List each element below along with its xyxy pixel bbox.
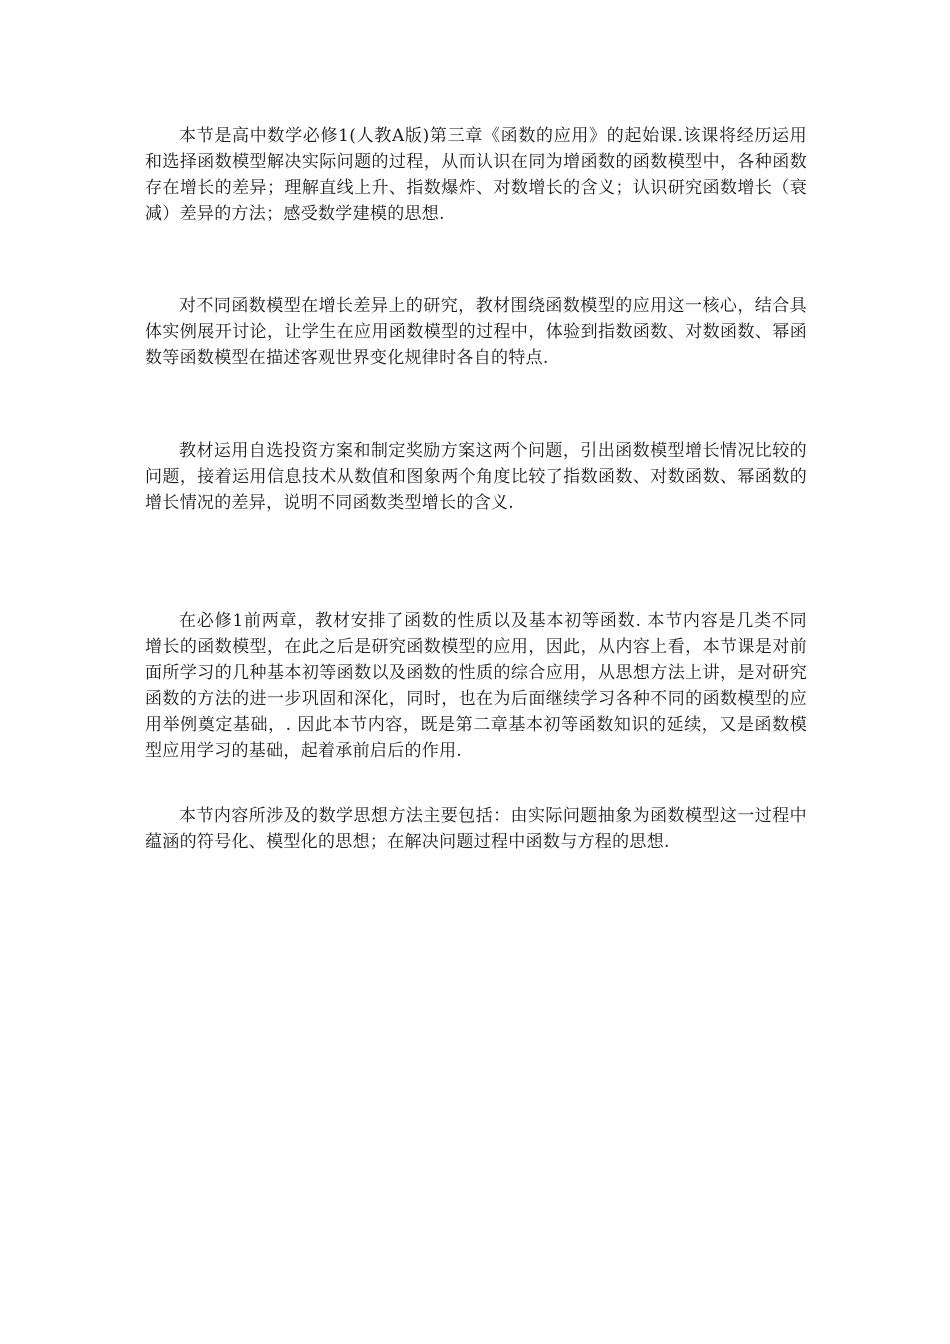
paragraph-growth-research: 对不同函数模型在增长差异上的研究，教材围绕函数模型的应用这一核心，结合具体实例展开讨论，让学生在应用函数模型的过程中，体验到指数函数、对数函数、幂函数等函数模型在描述客观世界变化规律时各自的特点. <box>145 296 807 368</box>
paragraph-math-thinking: 本节内容所涉及的数学思想方法主要包括：由实际问题抽象为函数模型这一过程中蕴涵的符号化、模型化的思想；在解决问题过程中函数与方程的思想. <box>145 806 807 852</box>
paragraph-textbook-problems: 教材运用自选投资方案和制定奖励方案这两个问题，引出函数模型增长情况比较的问题，接着运用信息技术从数值和图象两个角度比较了指数函数、对数函数、幂函数的增长情况的差异，说明不同函数类型增长的含义. <box>145 441 807 513</box>
paragraph-content-position: 在必修1前两章，教材安排了函数的性质以及基本初等函数. 本节内容是几类不同增长的函数模型，在此之后是研究函数模型的应用，因此，从内容上看，本节课是对前面所学习的几种基本初等函数以及函数的性质的综合应用，从思想方法上讲，是对研究函数的方法的进一步巩固和深化，同时，也在为后面继续学习各种不同的函数模型的应用举例奠定基础，. 因此本节内容，既是第二章基本初等函数知识的延续，又是函数模型应用学习的基础，起着承前启后的作用. <box>145 611 807 761</box>
paragraph-course-overview: 本节是高中数学必修1(人教A版)第三章《函数的应用》的起始课.该课将经历运用和选择函数模型解决实际问题的过程，从而认识在同为增函数的函数模型中，各种函数存在增长的差异；理解直线上升、指数爆炸、对数增长的含义；认识研究函数增长（衰减）差异的方法；感受数学建模的思想. <box>145 126 807 224</box>
